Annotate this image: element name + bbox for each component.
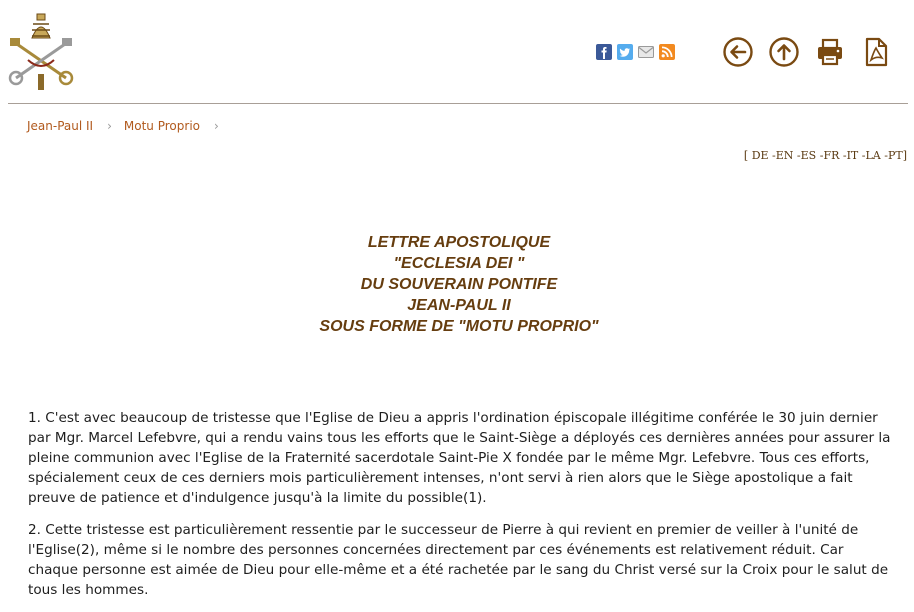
title-line: JEAN-PAUL II <box>407 297 511 314</box>
site-header <box>0 0 914 104</box>
social-links <box>596 44 675 60</box>
title-line: "ECCLESIA DEI " <box>393 255 525 272</box>
email-icon[interactable] <box>638 44 654 60</box>
back-arrow-icon[interactable] <box>722 36 754 68</box>
document-title <box>0 232 914 337</box>
chevron-right-icon: › <box>214 119 219 133</box>
lang-de[interactable]: DE <box>751 149 769 162</box>
rss-icon[interactable] <box>659 44 675 60</box>
chevron-right-icon: › <box>107 119 112 133</box>
up-arrow-icon[interactable] <box>768 36 800 68</box>
lang-la[interactable]: LA <box>865 149 881 162</box>
facebook-icon[interactable] <box>596 44 612 60</box>
breadcrumb-item-motu-proprio[interactable]: Motu Proprio <box>123 119 200 133</box>
lang-en[interactable]: EN <box>775 149 794 162</box>
lang-pt[interactable]: PT <box>887 149 903 162</box>
title-line: DU SOUVERAIN PONTIFE <box>360 276 558 293</box>
paragraph: 1. C'est avec beaucoup de tristesse que l'Eglise de Dieu a appris l'ordination épiscopale illégitime conférée le 30 juin dernier par Mgr. Marcel Lefebvre, qui a rendu vains tous les efforts que le Saint-Siège a déployés ces dernières années pour assurer la pleine communion avec l'Eglise de la Fraternité sacerdotale Saint-Pie X fondée par le même Mgr. Lefebvre. Tous ces efforts, spécialement ceux de ces derniers mois particulièrement intenses, n'ont servi à rien alors que le Siège apostolique a fait preuve de patience et d'indulgence jusqu'à la limite du possible(1). <box>28 410 891 506</box>
pdf-icon[interactable] <box>860 36 892 68</box>
print-icon[interactable] <box>814 36 846 68</box>
lang-it[interactable]: IT <box>846 149 859 162</box>
header-divider <box>8 103 908 104</box>
paragraph: 2. Cette tristesse est particulièrement ressentie par le successeur de Pierre à qui revient en premier de veiller à l'unité de l'Eglise(2), même si le nombre des personnes concernées directement par ces événements est relativement réduit. Car chaque personne est aimée de Dieu pour elle-même et a été rachetée par le sang du Christ versé sur la Croix pour le salut de tous les hommes. <box>28 522 889 598</box>
document-body <box>28 408 892 612</box>
title-line: LETTRE APOSTOLIQUE <box>367 234 551 251</box>
page-tools <box>722 36 892 68</box>
twitter-icon[interactable] <box>617 44 633 60</box>
breadcrumb-item-jean-paul-ii[interactable]: Jean-Paul II <box>27 119 94 133</box>
lang-fr[interactable]: FR <box>823 149 840 162</box>
breadcrumb <box>27 119 231 133</box>
lang-es[interactable]: ES <box>800 149 817 162</box>
language-selector: [ DE -EN -ES -FR -IT -LA -PT] <box>743 149 907 162</box>
papal-crest-icon[interactable] <box>8 12 74 94</box>
title-line: SOUS FORME DE "MOTU PROPRIO" <box>319 318 599 335</box>
